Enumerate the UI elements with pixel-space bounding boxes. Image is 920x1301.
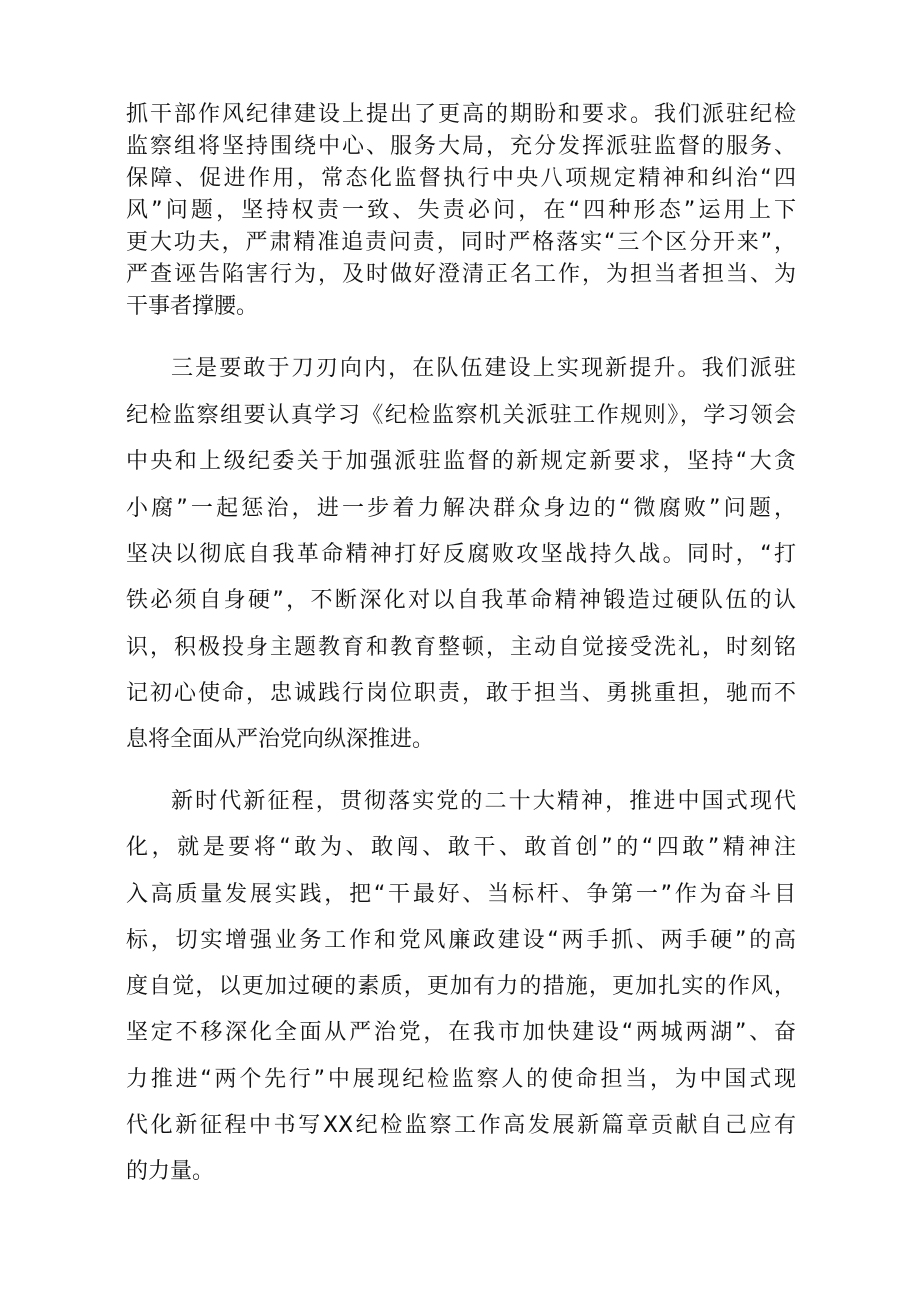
paragraph-line: 小腐”一起惩治，进一步着力解决群众身边的“微腐败”问题，: [126, 496, 796, 521]
paragraph-line: 三是要敢于刀刃向内，在队伍建设上实现新提升。我们派驻: [171, 356, 796, 381]
paragraph-line: 保障、促进作用，常态化监督执行中央八项规定精神和纠治“四: [126, 166, 796, 191]
paragraph-line: 息将全面从严治党向纵深推进。: [126, 727, 435, 752]
paragraph-line: 度自觉，以更加过硬的素质，更加有力的措施，更加扎实的作风，: [126, 974, 796, 999]
paragraph-line: 监察组将坚持围绕中心、服务大局，充分发挥派驻监督的服务、: [126, 134, 796, 159]
paragraph-line: 标，切实增强业务工作和党风廉政建设“两手抓、两手硬”的高: [126, 928, 796, 953]
paragraph-line: 代化新征程中书写XX纪检监察工作高发展新篇章贡献自己应有: [126, 1113, 796, 1138]
paragraph-line: 中央和上级纪委关于加强派驻监督的新规定新要求，坚持“大贪: [126, 449, 796, 474]
paragraph-line: 坚决以彻底自我革命精神打好反腐败攻坚战持久战。同时，“打: [126, 542, 796, 567]
paragraph-line: 风”问题，坚持权责一致、失责必问，在“四种形态”运用上下: [126, 198, 796, 223]
paragraph-line: 干事者撑腰。: [126, 294, 259, 319]
paragraph-line: 铁必须自身硬”，不断深化对以自我革命精神锻造过硬队伍的认: [126, 588, 796, 613]
paragraph-line: 抓干部作风纪律建设上提出了更高的期盼和要求。我们派驻纪检: [126, 102, 796, 127]
paragraph-line: 记初心使命，忠诚践行岗位职责，敢于担当、勇挑重担，驰而不: [126, 681, 796, 706]
paragraph-line: 更大功夫，严肃精准追责问责，同时严格落实“三个区分开来”，: [126, 230, 796, 255]
paragraph-line: 入高质量发展实践，把“干最好、当标杆、争第一”作为奋斗目: [126, 882, 797, 907]
paragraph-line: 严查诬告陷害行为，及时做好澄清正名工作，为担当者担当、为: [126, 262, 796, 287]
paragraph-line: 新时代新征程，贯彻落实党的二十大精神，推进中国式现代: [171, 789, 796, 814]
paragraph-line: 坚定不移深化全面从严治党，在我市加快建设“两城两湖”、奋: [126, 1020, 796, 1045]
paragraph-line: 化，就是要将“敢为、敢闯、敢干、敢首创”的“四敢”精神注: [126, 835, 796, 860]
paragraph-line: 识，积极投身主题教育和教育整顿，主动自觉接受洗礼，时刻铭: [126, 635, 796, 660]
paragraph-line: 纪检监察组要认真学习《纪检监察机关派驻工作规则》，学习领会: [126, 403, 796, 428]
paragraph-line: 力推进“两个先行”中展现纪检监察人的使命担当，为中国式现: [126, 1067, 796, 1092]
paragraph-line: 的力量。: [126, 1159, 215, 1184]
